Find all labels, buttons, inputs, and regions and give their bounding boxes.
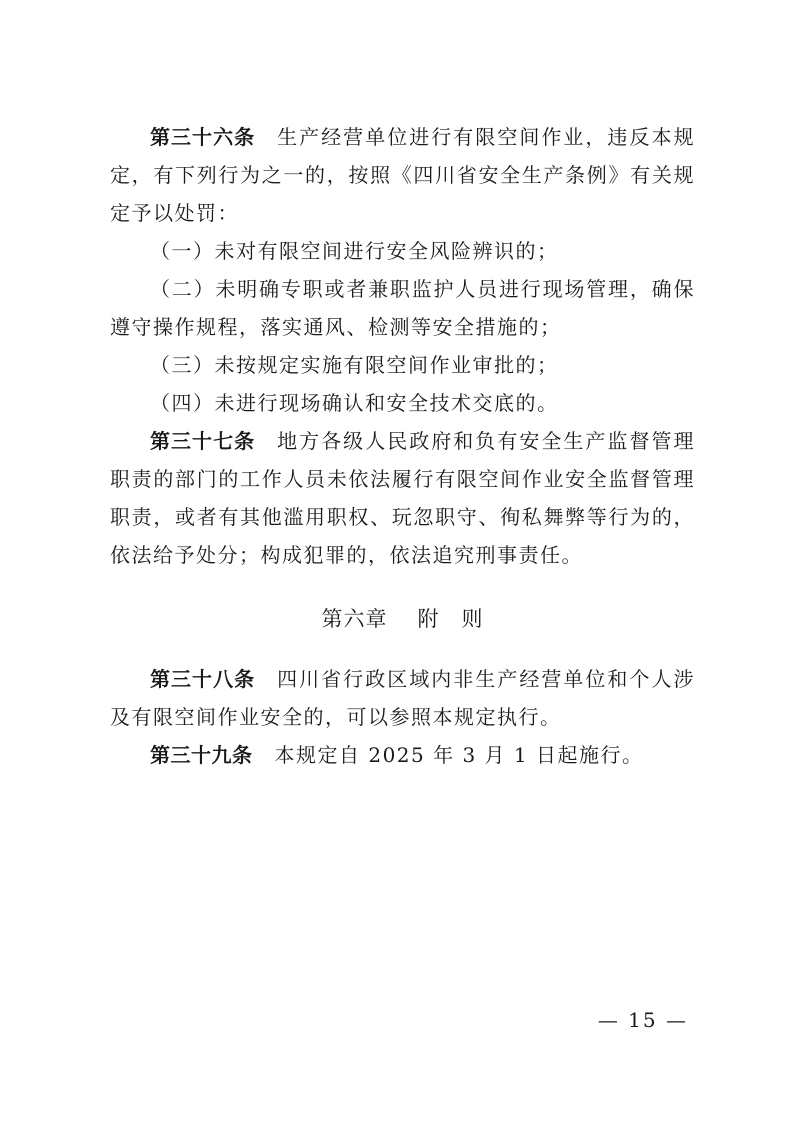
article-39 — [110, 736, 695, 774]
article-36 — [110, 118, 695, 232]
article-37-label: 第三十七条 — [150, 429, 256, 453]
chapter-number: 第六章 — [321, 607, 388, 631]
chapter-heading — [110, 600, 695, 638]
article-36-item-4: （四）未进行现场确认和安全技术交底的。 — [150, 391, 559, 415]
chapter-title-part-1: 附 — [417, 607, 440, 631]
article-38-text: 四川省行政区域内非生产经营单位和个人涉及有限空间作业安全的，可以参照本规定执行。 — [110, 667, 696, 729]
article-37-text: 地方各级人民政府和负有安全生产监督管理职责的部门的工作人员未依法履行有限空间作业安全监督管理职责，或者有其他滥用职权、玩忽职守、徇私舞弊等行为的，依法给予处分；构成犯罪的，依法追究刑事责任。 — [110, 429, 696, 567]
chapter-title-part-2: 则 — [461, 607, 484, 631]
article-37 — [110, 422, 695, 574]
article-38-label: 第三十八条 — [150, 667, 256, 691]
article-36-item-1: （一）未对有限空间进行安全风险辨识的； — [150, 239, 559, 263]
page-number: — 15 — — [597, 1008, 688, 1032]
document-page — [110, 118, 695, 774]
article-36-item-3: （三）未按规定实施有限空间作业审批的； — [150, 353, 559, 377]
article-39-text: 本规定自 2025 年 3 月 1 日起施行。 — [274, 743, 644, 767]
article-38 — [110, 660, 695, 736]
article-36-label: 第三十六条 — [150, 125, 256, 149]
article-36-item-2: （二）未明确专职或者兼职监护人员进行现场管理，确保遵守操作规程，落实通风、检测等安全措施的； — [110, 277, 695, 339]
article-39-label: 第三十九条 — [150, 743, 253, 767]
article-36-text: 生产经营单位进行有限空间作业，违反本规定，有下列行为之一的，按照《四川省安全生产条例》有关规定予以处罚： — [110, 125, 696, 225]
